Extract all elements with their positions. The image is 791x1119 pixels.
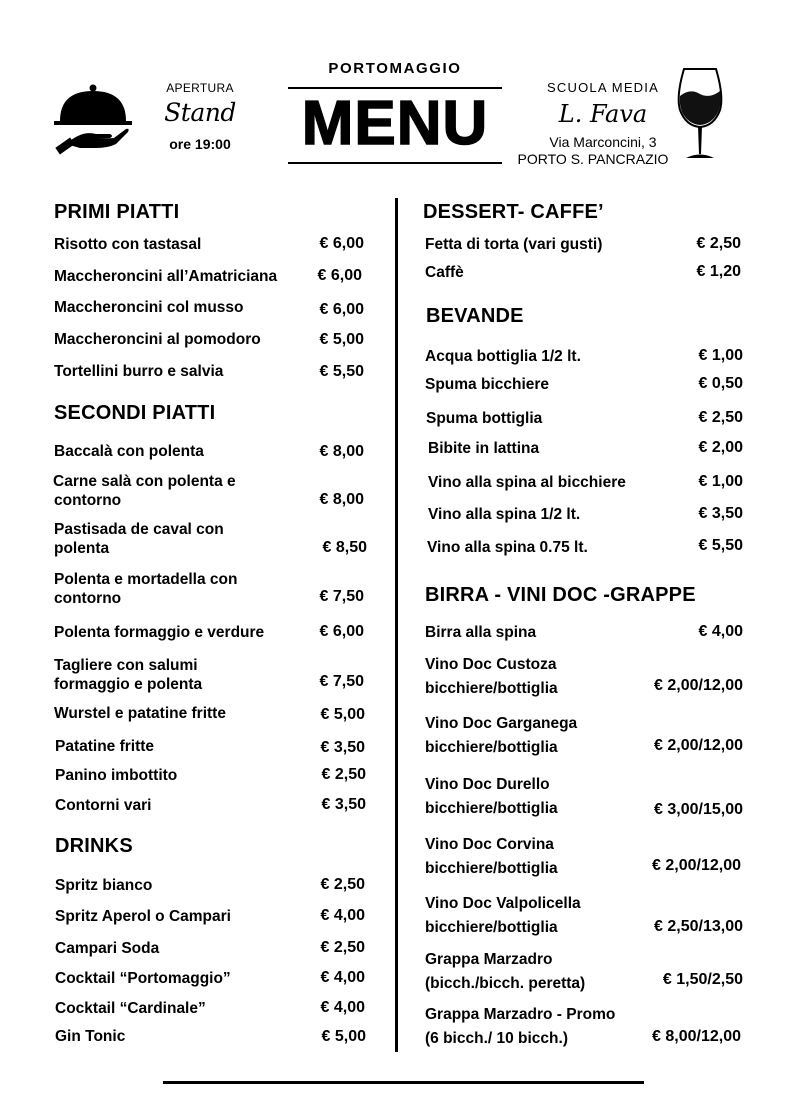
menu-item-price: € 3,00/15,00 — [654, 801, 743, 818]
event-name: PORTOMAGGIO — [328, 60, 462, 77]
cloche-serving-hand-icon — [52, 82, 134, 164]
school-label: SCUOLA MEDIA — [547, 80, 659, 95]
opening-time: ore 19:00 — [169, 136, 231, 152]
menu-item-price: € 3,50 — [698, 505, 743, 522]
menu-item-name-line2: contorno — [54, 492, 122, 509]
address-street: Via Marconcini, 3 — [549, 134, 657, 150]
opening-label: APERTURA — [166, 81, 234, 95]
menu-item-price: € 2,50/13,00 — [654, 918, 743, 935]
menu-item-name-line2: bicchiere/bottiglia — [425, 919, 558, 936]
menu-item-name: Campari Soda — [55, 940, 160, 957]
menu-item-price: € 2,00/12,00 — [654, 737, 743, 754]
section-title-secondi: SECONDI PIATTI — [54, 402, 216, 424]
menu-item-price: € 4,00 — [320, 969, 365, 986]
menu-item-price: € 8,50 — [322, 539, 367, 556]
menu-item-price: € 1,00 — [698, 347, 743, 364]
menu-item-name: Vino Doc Durello — [425, 776, 550, 793]
page-title: MENU — [301, 89, 489, 158]
menu-item-name: Risotto con tastasal — [54, 236, 202, 253]
column-divider — [395, 198, 398, 1052]
menu-item-name: Vino Doc Valpolicella — [425, 895, 581, 912]
menu-item-name-line2: contorno — [54, 590, 122, 607]
menu-item-name: Vino Doc Garganega — [425, 715, 578, 732]
menu-item-price: € 2,50 — [696, 235, 741, 252]
menu-item-name: Fetta di torta (vari gusti) — [425, 236, 603, 253]
menu-item-name: Panino imbottito — [55, 767, 178, 784]
menu-item-price: € 4,00 — [320, 999, 365, 1016]
wine-glass-icon — [676, 66, 724, 162]
menu-item-price: € 8,00 — [319, 443, 364, 460]
menu-item-name-line2: bicchiere/bottiglia — [425, 739, 558, 756]
menu-item-name: Tagliere con salumi — [54, 657, 198, 674]
menu-item-name-line2: bicchiere/bottiglia — [425, 860, 558, 877]
menu-item-price: € 4,00 — [698, 623, 743, 640]
menu-item-price: € 5,00 — [320, 706, 365, 723]
menu-item-name: Vino alla spina al bicchiere — [428, 474, 626, 491]
school-name: L. Fava — [558, 100, 648, 128]
menu-item-name: Vino alla spina 0.75 lt. — [427, 539, 588, 556]
menu-item-price: € 2,00 — [698, 439, 743, 456]
menu-item-name: Patatine fritte — [55, 738, 155, 755]
menu-item-price: € 0,50 — [698, 375, 743, 392]
menu-item-name: Spuma bicchiere — [425, 376, 550, 393]
address-city: PORTO S. PANCRAZIO — [517, 151, 669, 167]
menu-item-price: € 4,00 — [320, 907, 365, 924]
menu-item-price: € 6,00 — [319, 623, 364, 640]
menu-item-name-line2: bicchiere/bottiglia — [425, 800, 558, 817]
menu-item-price: € 5,00 — [321, 1028, 366, 1045]
stand-label: Stand — [164, 98, 236, 127]
menu-item-name-line2: bicchiere/bottiglia — [425, 680, 558, 697]
menu-item-name: Vino alla spina 1/2 lt. — [428, 506, 581, 523]
menu-item-name: Spritz Aperol o Campari — [55, 908, 231, 925]
menu-item-price: € 7,50 — [319, 673, 364, 690]
menu-item-price: € 5,50 — [698, 537, 743, 554]
menu-item-price: € 6,00 — [317, 267, 362, 284]
menu-item-name: Grappa Marzadro - Promo — [425, 1006, 616, 1023]
menu-item-name: Pastisada de caval con — [54, 521, 224, 538]
menu-item-price: € 6,00 — [319, 301, 364, 318]
menu-item-name: Polenta formaggio e verdure — [54, 624, 265, 641]
menu-item-name: Caffè — [425, 264, 464, 281]
menu-item-name: Grappa Marzadro — [425, 951, 553, 968]
menu-item-price: € 7,50 — [319, 588, 364, 605]
section-title-bevande: BEVANDE — [426, 305, 524, 327]
menu-item-name: Maccheroncini all’Amatriciana — [54, 268, 278, 285]
menu-item-price: € 5,50 — [319, 363, 364, 380]
menu-item-name: Carne salà con polenta e — [53, 473, 236, 490]
menu-item-name: Cocktail “Cardinale” — [55, 1000, 206, 1017]
menu-item-price: € 2,00/12,00 — [654, 677, 743, 694]
menu-item-name: Polenta e mortadella con — [54, 571, 238, 588]
menu-item-price: € 3,50 — [321, 796, 366, 813]
menu-item-price: € 2,00/12,00 — [652, 857, 741, 874]
menu-item-price: € 5,00 — [319, 331, 364, 348]
menu-item-price: € 8,00/12,00 — [652, 1028, 741, 1045]
menu-item-name: Gin Tonic — [55, 1028, 126, 1045]
menu-item-name-line2: (6 bicch./ 10 bicch.) — [425, 1030, 568, 1047]
section-title-dessert: DESSERT- CAFFE’ — [423, 201, 604, 223]
menu-item-price: € 2,50 — [320, 939, 365, 956]
section-title-primi: PRIMI PIATTI — [54, 201, 180, 223]
title-rule-bottom — [288, 162, 502, 164]
menu-item-price: € 3,50 — [320, 739, 365, 756]
menu-item-name: Spritz bianco — [55, 877, 153, 894]
menu-item-price: € 6,00 — [319, 235, 364, 252]
menu-item-name: Cocktail “Portomaggio” — [55, 970, 231, 987]
menu-item-name-line2: formaggio e polenta — [54, 676, 203, 693]
menu-item-name: Bibite in lattina — [428, 440, 540, 457]
menu-item-name: Contorni vari — [55, 797, 152, 814]
menu-item-name: Tortellini burro e salvia — [54, 363, 224, 380]
menu-item-name: Vino Doc Custoza — [425, 656, 557, 673]
menu-item-name: Acqua bottiglia 1/2 lt. — [425, 348, 581, 365]
menu-item-price: € 2,50 — [320, 876, 365, 893]
menu-item-name: Vino Doc Corvina — [425, 836, 554, 853]
menu-item-name-line2: (bicch./bicch. peretta) — [425, 975, 586, 992]
menu-item-name: Birra alla spina — [425, 624, 537, 641]
menu-item-price: € 2,50 — [698, 409, 743, 426]
menu-item-name: Wurstel e patatine fritte — [54, 705, 226, 722]
menu-item-price: € 2,50 — [321, 766, 366, 783]
menu-item-name: Maccheroncini al pomodoro — [54, 331, 261, 348]
menu-item-name: Spuma bottiglia — [426, 410, 543, 427]
menu-item-price: € 1,50/2,50 — [662, 971, 743, 988]
footer-rule — [163, 1081, 644, 1084]
section-title-birra: BIRRA - VINI DOC -GRAPPE — [425, 584, 696, 606]
menu-item-price: € 1,00 — [698, 473, 743, 490]
menu-item-price: € 1,20 — [696, 263, 741, 280]
menu-item-name: Baccalà con polenta — [54, 443, 204, 460]
section-title-drinks: DRINKS — [55, 835, 133, 857]
menu-item-name-line2: polenta — [54, 540, 110, 557]
menu-item-price: € 8,00 — [319, 491, 364, 508]
menu-item-name: Maccheroncini col musso — [54, 299, 244, 316]
